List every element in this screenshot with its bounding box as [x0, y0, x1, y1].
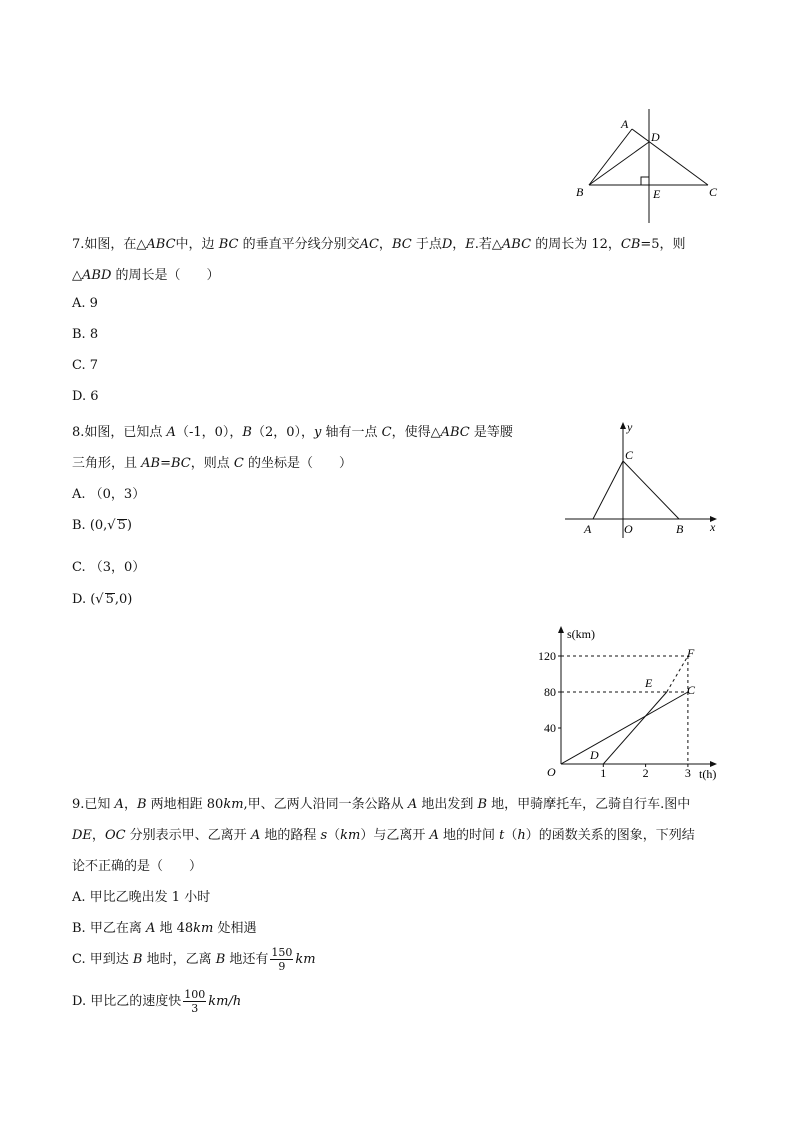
- q9-text: 两地相距 80: [146, 797, 224, 812]
- sqrt-sign: √: [95, 592, 104, 607]
- q9-text: （: [327, 828, 341, 843]
- q9-optb-var: A: [145, 921, 156, 936]
- q7-var: BC: [218, 237, 239, 252]
- label-d: D: [651, 130, 660, 144]
- q7-text: 于点: [411, 237, 442, 252]
- q7-option-d[interactable]: D. 6: [72, 389, 99, 404]
- q9-optc-text: C. 甲到达: [72, 952, 133, 967]
- label-b: B: [576, 185, 584, 199]
- q7-text: ，: [452, 237, 466, 252]
- label-d: D: [590, 748, 599, 762]
- q9-var: A: [250, 828, 261, 843]
- label-x: x: [710, 520, 716, 534]
- fraction-denominator: 9: [278, 960, 286, 973]
- q9-var: DE: [72, 828, 92, 843]
- label-a: A: [584, 522, 592, 536]
- q7-var: BC: [391, 237, 412, 252]
- q9-stem-line2: [72, 824, 695, 843]
- q9-optc-text: 地时，乙离: [142, 952, 216, 967]
- q8-text: ，则点: [190, 456, 234, 471]
- q7-text: .若△: [474, 237, 502, 252]
- q7-var: CB: [620, 237, 641, 252]
- q8-text: 的坐标是（ ）: [243, 456, 352, 471]
- figure-q9-chart: [525, 622, 725, 782]
- q9-var: A: [114, 797, 124, 812]
- q9-option-c[interactable]: [72, 946, 316, 973]
- label-b: B: [676, 522, 684, 536]
- q9-unit: km: [340, 828, 361, 843]
- y-axis-label: s(km): [567, 627, 595, 641]
- q7-var: AC: [359, 237, 379, 252]
- q9-optb-text: B. 甲乙在离: [72, 921, 146, 936]
- label-c: C: [687, 683, 696, 697]
- q9-text: ，: [91, 828, 105, 843]
- q9-var: B: [477, 797, 488, 812]
- q7-text: △: [72, 268, 82, 283]
- q9-optb-unit: km: [193, 921, 214, 936]
- q8-optb-text: ): [126, 518, 132, 533]
- q8-text: ，使得△: [391, 425, 441, 440]
- q9-option-a[interactable]: A. 甲比乙晚出发 1 小时: [72, 890, 211, 905]
- q8-var: B: [242, 425, 252, 440]
- q9-var: A: [429, 828, 439, 843]
- q8-var: ABC: [440, 425, 470, 440]
- series-line-ef: [667, 656, 688, 692]
- q8-text: （2，0），: [251, 425, 314, 440]
- x-tick-label: 1: [600, 766, 607, 780]
- q9-text: 地的时间: [438, 828, 500, 843]
- origin-label: O: [547, 765, 556, 779]
- q9-text: ）的函数关系的图象，下列结: [525, 828, 695, 843]
- q9-var: s: [320, 828, 328, 843]
- q9-text: 分别表示甲、乙离开: [125, 828, 251, 843]
- q8-option-b[interactable]: [72, 518, 132, 533]
- q9-text: 9.已知: [72, 797, 115, 812]
- q9-option-b[interactable]: [72, 917, 257, 936]
- q9-var: OC: [104, 828, 126, 843]
- x-axis-label: t(h): [699, 767, 717, 781]
- fraction-denominator: 3: [191, 1002, 199, 1015]
- q7-text: 的垂直平分线分别交: [238, 237, 360, 252]
- q9-optd-unit: km/h: [208, 994, 242, 1009]
- q8-text: 是等腰: [469, 425, 513, 440]
- label-f: F: [687, 646, 695, 660]
- segment-ac: [593, 461, 623, 519]
- figure-q8: [560, 418, 730, 543]
- segment-bd: [589, 142, 649, 185]
- q9-optc-var: B: [215, 952, 226, 967]
- q7-text: 的周长为 12，: [531, 237, 621, 252]
- q8-var: AB: [141, 456, 161, 471]
- q8-text: 三角形，且: [72, 456, 142, 471]
- q9-text: 地出发到: [417, 797, 478, 812]
- y-axis-arrow: [620, 422, 626, 429]
- q9-text: ,甲、乙两人沿同一条公路从: [243, 797, 408, 812]
- label-a: A: [621, 117, 629, 131]
- q9-optb-text: 地 48: [155, 921, 194, 936]
- q7-var: D: [441, 237, 453, 252]
- q9-text: ，: [123, 797, 137, 812]
- q7-text: =5，则: [640, 237, 686, 252]
- label-e: E: [645, 676, 653, 690]
- q7-stem-line1: [72, 233, 686, 252]
- fraction-numerator: 100: [184, 988, 206, 1001]
- q8-option-d[interactable]: [72, 592, 132, 607]
- q9-optb-text: 处相遇: [213, 921, 257, 936]
- q9-var: A: [407, 797, 418, 812]
- q8-text: =: [160, 456, 171, 471]
- q8-optd-text: D. (: [72, 592, 96, 607]
- q9-optc-unit: km: [295, 952, 316, 967]
- q7-option-a[interactable]: A. 9: [72, 296, 98, 311]
- x-tick-label: 2: [642, 766, 649, 780]
- q8-option-a[interactable]: A. （0，3）: [72, 487, 146, 502]
- sqrt-sign: √: [107, 518, 116, 533]
- q9-text: 地，甲骑摩托车，乙骑自行车.图中: [487, 797, 691, 812]
- q7-var: ABC: [501, 237, 532, 252]
- y-tick-label: 80: [544, 685, 556, 699]
- right-angle-mark: [641, 177, 649, 185]
- q9-optc-text: 地还有: [225, 952, 269, 967]
- q9-stem-line1: [72, 793, 690, 812]
- q9-var: B: [136, 797, 147, 812]
- q8-var: C: [381, 425, 392, 440]
- q7-text: ，: [378, 237, 392, 252]
- fraction-100-3: [183, 988, 206, 1015]
- q7-text: 7.如图，在△: [72, 237, 147, 252]
- q9-optd-text: D. 甲比乙的速度快: [72, 994, 182, 1009]
- label-c: C: [709, 185, 718, 199]
- q7-stem-line2: [72, 264, 220, 283]
- q9-text: （: [504, 828, 518, 843]
- q7-text: 中，边: [175, 237, 219, 252]
- q7-var: ABC: [146, 237, 176, 252]
- q8-option-c[interactable]: C. （3，0）: [72, 560, 146, 575]
- q8-text: 轴有一点: [321, 425, 382, 440]
- q8-optd-text: ,0): [114, 592, 133, 607]
- q9-text: ）与乙离开: [360, 828, 430, 843]
- series-line-de: [603, 692, 666, 764]
- q9-text: 地的路程: [260, 828, 321, 843]
- y-tick-label: 40: [544, 721, 556, 735]
- label-o: O: [624, 522, 633, 536]
- y-axis-arrow: [558, 626, 564, 633]
- series-line-oc: [561, 692, 688, 764]
- q9-unit: h: [517, 828, 526, 843]
- q8-text: （-1，0），: [175, 425, 243, 440]
- figure-q7: [570, 105, 730, 230]
- q8-var: BC: [171, 456, 191, 471]
- q9-var: t: [499, 828, 505, 843]
- q8-var: y: [313, 425, 322, 440]
- fraction-150-9: [270, 946, 293, 973]
- q7-var: ABD: [82, 268, 112, 283]
- segment-ab: [589, 129, 632, 185]
- q8-stem-line1: [72, 421, 513, 440]
- q8-var: C: [233, 456, 244, 471]
- segment-cb: [623, 461, 679, 519]
- q8-optb-text: B. (0,: [72, 518, 108, 533]
- q9-optc-var: B: [132, 952, 143, 967]
- label-y: y: [627, 420, 633, 434]
- q8-optb-radicand: 5: [117, 518, 126, 533]
- fraction-numerator: 150: [271, 946, 293, 959]
- q8-optd-radicand: 5: [105, 592, 114, 607]
- label-c: C: [625, 448, 634, 462]
- q8-text: 8.如图，已知点: [72, 425, 167, 440]
- x-tick-label: 3: [684, 766, 691, 780]
- y-tick-label: 120: [538, 649, 556, 663]
- label-e: E: [653, 187, 661, 201]
- q7-var: E: [465, 237, 475, 252]
- q8-var: A: [166, 425, 176, 440]
- q7-option-c[interactable]: C. 7: [72, 358, 99, 373]
- q9-option-d[interactable]: [72, 988, 241, 1015]
- q9-stem-line3: 论不正确的是（ ）: [72, 859, 203, 874]
- q7-text: 的周长是（ ）: [111, 268, 220, 283]
- q8-stem-line2: [72, 452, 352, 471]
- q9-unit: km: [223, 797, 244, 812]
- q7-option-b[interactable]: B. 8: [72, 327, 99, 342]
